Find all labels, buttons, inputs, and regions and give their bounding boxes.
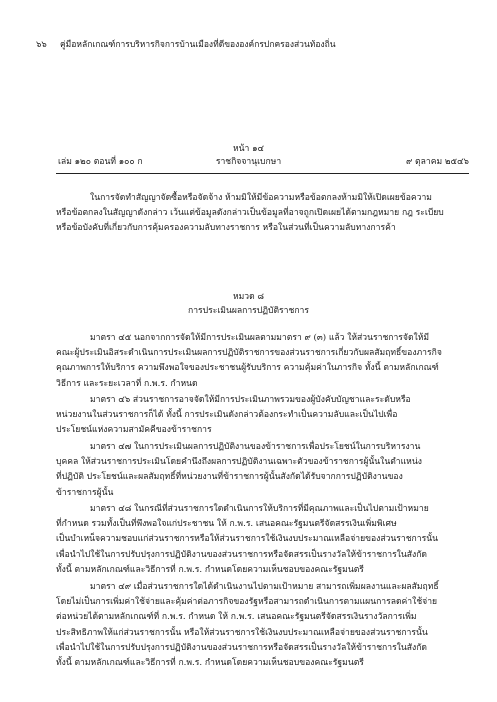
text-line: ข้าราชการผู้นั้น (56, 487, 114, 498)
intro-paragraph (56, 191, 469, 237)
section-46 (56, 393, 469, 439)
gazette-name: ราชกิจจานุเบกษา (215, 157, 282, 167)
running-page-number: ๖๖ (36, 40, 47, 50)
text-line: ประโยชน์แห่งความสามัคคีของข้าราชการ (56, 425, 212, 436)
text-line: วิธีการ และระยะเวลาที่ ก.พ.ร. กำหนด (56, 378, 198, 389)
chapter-number: หมวด ๘ (232, 292, 265, 302)
section-47 (56, 440, 469, 501)
text-line: เพื่อนำไปใช้ในการปรับปรุงการปฏิบัติงานของส่วนราชการหรือจัดสรรเป็นรางวัลให้ข้าราชการในสังกัด (56, 642, 427, 653)
text-line: เพื่อนำไปใช้ในการปรับปรุงการปฏิบัติงานของส่วนราชการหรือจัดสรรเป็นรางวัลให้ข้าราชการในสังกัด (56, 549, 427, 560)
text-line: มาตรา ๔๙ เมื่อส่วนราชการใดได้ดำเนินงานไปตามเป้าหมาย สามารถเพิ่มผลงานและผลสัมฤทธิ์ (90, 582, 439, 592)
gazette-volume: เล่ม ๑๒๐ ตอนที่ ๑๐๐ ก (58, 157, 143, 167)
running-book-title: คู่มือหลักเกณฑ์การบริหารกิจการบ้านเมืองที่ดีขององค์กรปกครองส่วนท้องถิ่น (60, 40, 336, 50)
text-line: มาตรา ๔๖ ส่วนราชการอาจจัดให้มีการประเมินภาพรวมของผู้บังคับบัญชาและระดับหรือ (90, 395, 411, 405)
text-line: มาตรา ๔๘ ในกรณีที่ส่วนราชการใดดำเนินการให้บริการที่มีคุณภาพและเป็นไปตามเป้าหมาย (90, 504, 429, 514)
gazette-page-label: หน้า ๑๔ (232, 144, 265, 154)
text-line: ประสิทธิภาพให้แก่ส่วนราชการนั้น หรือให้ส่วนราชการใช้เงินงบประมาณเหลือจ่ายของส่วนราชการนั้น (56, 627, 428, 638)
text-line: ต่อหน่วยได้ตามหลักเกณฑ์ที่ ก.พ.ร. กำหนด ให้ ก.พ.ร. เสนอคณะรัฐมนตรีจัดสรรเงินรางวัลการเพิ่ม (56, 612, 417, 623)
text-line: คุณภาพการให้บริการ ความพึงพอใจของประชาชนผู้รับบริการ ความคุ้มค่าในภารกิจ ทั้งนี้ ตามหลักเกณฑ์ (56, 363, 439, 374)
text-line: หรือข้อตกลงในสัญญาดังกล่าว เว้นแต่ข้อมูลดังกล่าวเป็นข้อมูลที่อาจถูกเปิดเผยได้ตามกฎหมาย กฎ ระเบียบ (56, 208, 444, 219)
text-line: หน่วยงานในส่วนราชการก็ได้ ทั้งนี้ การประเมินดังกล่าวต้องกระทำเป็นความลับและเป็นไปเพื่อ (56, 410, 398, 421)
text-line: ทั้งนี้ ตามหลักเกณฑ์และวิธีการที่ ก.พ.ร. กำหนดโดยความเห็นชอบของคณะรัฐมนตรี (56, 657, 364, 668)
text-line: บุคคล ให้ส่วนราชการประเมินโดยคำนึงถึงผลการปฏิบัติงานเฉพาะตัวของข้าราชการผู้นั้นในตำแหน่ง (56, 457, 422, 468)
chapter-title: การประเมินผลการปฏิบัติราชการ (188, 306, 309, 316)
text-line: โดยไม่เป็นการเพิ่มค่าใช้จ่ายและคุ้มค่าต่อภารกิจของรัฐหรือสามารถดำเนินการตามแผนการลดค่าใช้จ่าย (56, 597, 438, 608)
text-line: ในการจัดทำสัญญาจัดซื้อหรือจัดจ้าง ห้ามมิให้มีข้อความหรือข้อตกลงห้ามมิให้เปิดเผยข้อความ (90, 193, 432, 203)
text-line: คณะผู้ประเมินอิสระดำเนินการประเมินผลการปฏิบัติราชการของส่วนราชการเกี่ยวกับผลสัมฤทธิ์ของภารกิจ (56, 348, 442, 359)
text-line: มาตรา ๔๗ ในการประเมินผลการปฏิบัติงานของข้าราชการเพื่อประโยชน์ในการบริหารงาน (90, 442, 421, 452)
text-line: ที่กำหนด รวมทั้งเป็นที่พึงพอใจแก่ประชาชน ให้ ก.พ.ร. เสนอคณะรัฐมนตรีจัดสรรเงินเพิ่มพิเศษ (56, 519, 397, 530)
text-line: ทั้งนี้ ตามหลักเกณฑ์และวิธีการที่ ก.พ.ร. กำหนดโดยความเห็นชอบของคณะรัฐมนตรี (56, 564, 364, 575)
text-line: เป็นบำเหน็จความชอบแก่ส่วนราชการหรือให้ส่วนราชการใช้เงินงบประมาณเหลือจ่ายของส่วนราชการนั้น (56, 534, 438, 545)
section-48 (56, 502, 469, 578)
gazette-date: ๙ ตุลาคม ๒๕๔๖ (406, 157, 469, 167)
header-rule (56, 173, 469, 174)
section-49 (56, 580, 469, 671)
section-45 (56, 331, 469, 392)
text-line: หรือข้อบังคับที่เกี่ยวกับการคุ้มครองความลับทางราชการ หรือในส่วนที่เป็นความลับทางการค้า (56, 223, 396, 234)
text-line: ที่ปฏิบัติ ประโยชน์และผลสัมฤทธิ์ที่หน่วยงานที่ข้าราชการผู้นั้นสังกัดได้รับจากการปฏิบัติงานของ (56, 472, 403, 483)
text-line: มาตรา ๔๕ นอกจากการจัดให้มีการประเมินผลตามมาตรา ๙ (๓) แล้ว ให้ส่วนราชการจัดให้มี (90, 333, 430, 343)
